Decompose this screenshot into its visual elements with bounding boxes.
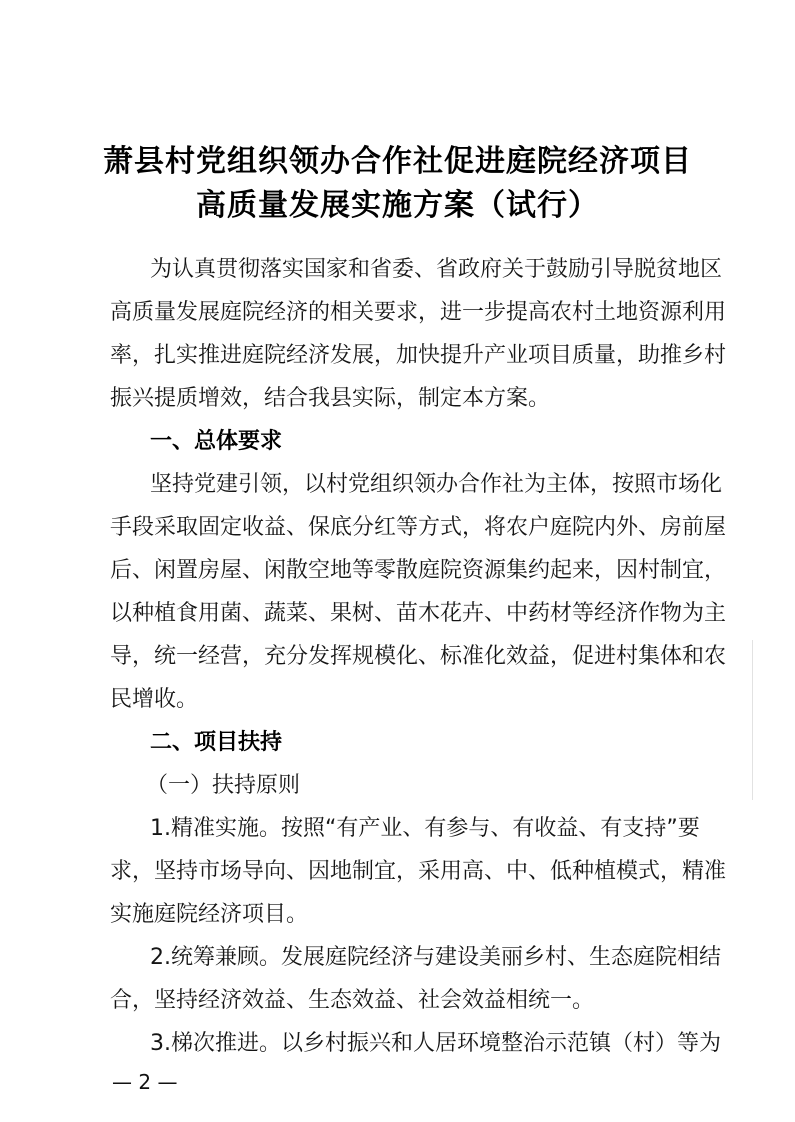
document-title-line-2: 高质量发展实施方案（试行） xyxy=(196,188,599,223)
paragraph-line: 合，坚持经济效益、生态效益、社会效益相统一。 xyxy=(110,988,595,1013)
paragraph-line: 率，扎实推进庭院经济发展，加快提升产业项目质量，助推乡村 xyxy=(110,343,727,368)
scan-edge-mark xyxy=(752,640,753,800)
section-heading-project-support: 二、项目扶持 xyxy=(150,730,283,755)
paragraph-line: 求，坚持市场导向、因地制宜，采用高、中、低种植模式，精准 xyxy=(110,859,727,884)
paragraph-line: 2.统筹兼顾。发展庭院经济与建设美丽乡村、生态庭院相结 xyxy=(150,945,721,970)
paragraph-line: 坚持党建引领，以村党组织领办合作社为主体，按照市场化 xyxy=(150,472,723,497)
paragraph-line: 3.梯次推进。以乡村振兴和人居环境整治示范镇（村）等为 xyxy=(150,1031,721,1056)
paragraph-line: 振兴提质增效，结合我县实际，制定本方案。 xyxy=(110,386,551,411)
paragraph-line: 实施庭院经济项目。 xyxy=(110,902,309,927)
paragraph-line: 1.精准实施。按照“有产业、有参与、有收益、有支持”要 xyxy=(150,816,700,841)
paragraph-line: 手段采取固定收益、保底分红等方式，将农户庭院内外、房前屋 xyxy=(110,515,727,540)
paragraph-line: 以种植食用菌、蔬菜、果树、苗木花卉、中药材等经济作物为主 xyxy=(110,601,727,626)
document-title-line-1: 萧县村党组织领办合作社促进庭院经济项目 xyxy=(103,144,692,179)
paragraph-line: 高质量发展庭院经济的相关要求，进一步提高农村土地资源利用 xyxy=(110,300,727,325)
subsection-heading-support-principles: （一）扶持原则 xyxy=(146,773,301,798)
paragraph-line: 为认真贯彻落实国家和省委、省政府关于鼓励引导脱贫地区 xyxy=(150,257,723,282)
paragraph-line: 后、闲置房屋、闲散空地等零散庭院资源集约起来，因村制宜， xyxy=(110,558,727,583)
section-heading-general-requirements: 一、总体要求 xyxy=(150,429,283,454)
paragraph-line: 民增收。 xyxy=(110,687,199,712)
paragraph-line: 导，统一经营，充分发挥规模化、标准化效益，促进村集体和农 xyxy=(110,644,727,669)
page-number: — 2 — xyxy=(112,1070,178,1094)
